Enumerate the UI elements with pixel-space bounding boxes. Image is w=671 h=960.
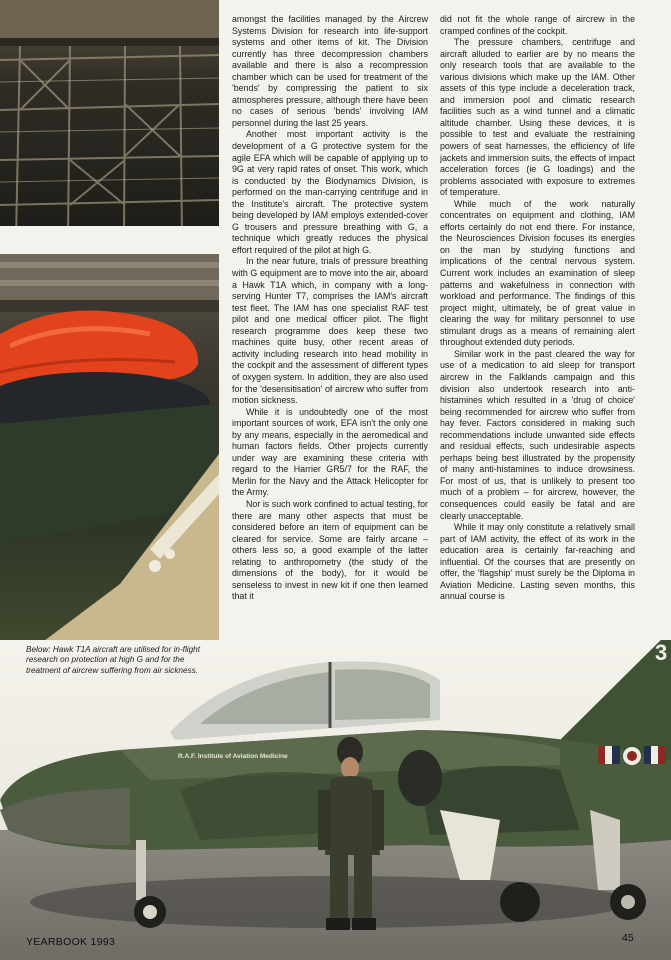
scaffolding-illustration	[0, 0, 219, 238]
column1-paragraph-5: Nor is such work confined to actual testing, for there are many other aspects that must be considered before an item of equipment can be cleared for service. Some are fairly arcane – others less so, a good example of the latter relating to anthropometry (the study of the dimensions of the body), for it would be senseless to invest in new kit if one then learned that it	[232, 498, 428, 602]
hawk-aircraft-illustration	[0, 640, 671, 960]
column1-paragraph-4: While it is undoubtedly one of the most important sources of work, EFA isn't the only one by any means, especially in the aeromedical and human factors fields. Other projects currently under way are examining these criteria with regard to the Harrier GR5/7 for the RAF, the Merlin for the Navy and the Attack Helicopter for the Army.	[232, 406, 428, 498]
life-raft-photo	[0, 254, 219, 644]
publication-footer: YEARBOOK 1993	[26, 936, 116, 948]
column2-paragraph-4: Similar work in the past cleared the way for use of a medication to aid sleep for transport aircrew in the Falklands campaign and this division also undertook research into anti-histamines which resulted in a 'drug of choice' being recommended for aircrew who suffer from hay fever. Factors considered in making such recommendations include unwanted side effects and residual effects, such undesirable aspects perhaps being best illustrated by the propensity of many anti-histamines to induce drowsiness. For most of us, that is unlikely to present too much of a problem – for aircrew, however, the consequences could easily be fatal and are clearly unacceptable.	[440, 348, 635, 521]
page-number: 45	[622, 932, 634, 944]
hawk-aircraft-photo	[0, 640, 671, 960]
column1-paragraph-3: In the near future, trials of pressure breathing with G equipment are to move into the air, aboard a Hawk T1A which, in company with a long-serving Hunter T7, comprises the IAM's aircraft test fleet. The IAM has one specialist RAF test pilot and one medical officer pilot. The flight research programme does keep these two machines quite busy, other recent areas of activity including research into head mobility in the cockpit and the assessment of different types of oxygen system. In addition, they are also used for the 'desensitisation' of aircrew who suffer from motion sickness.	[232, 256, 428, 406]
fin-number: 3	[655, 640, 668, 665]
article-column-1	[232, 14, 428, 603]
column1-paragraph-1: amongst the facilities managed by the Aircrew Systems Division for research into life-support systems and other items of kit. The Division currently has three decompression chambers available and there is also a recompression chamber which can be used for treatment of the 'bends' by compressing the patient to six atmospheres pressure, although there have been no cases of serious 'bends' involving IAM personnel during the last 25 years.	[232, 14, 428, 128]
article-column-2	[440, 14, 635, 603]
column2-paragraph-2: The pressure chambers, centrifuge and aircraft alluded to earlier are by no means the only research tools that are available to the various divisions which make up the IAM. Other assets of this type include a deceleration track, and immersion pool and climatic research facilities such as a wind tunnel and a climatic altitude chamber. Using these devices, it is possible to test and evaluate the restraining powers of seat harnesses, the efficiency of life jackets and immersion suits, the effects of impact acceleration forces (ie G loadings) and the problems associated with exposure to extremes of temperature.	[440, 37, 635, 198]
column1-paragraph-2: Another most important activity is the development of a G protective system for the agile EFA which will be capable of applying up to 9G at very rapid rates of onset. This work, which is conducted by the Biodynamics Division, is performed on the man-carrying centrifuge and in the Institute's aircraft. The protective system being developed by IAM employs extended-cover G trousers and pressure breathing with G, a technique which greatly reduces the physical effort required of the pilot at high G.	[232, 129, 428, 255]
life-raft-illustration	[0, 254, 219, 644]
structure-photo	[0, 0, 219, 238]
column2-paragraph-1: did not fit the whole range of aircrew in the cramped confines of the cockpit.	[440, 14, 635, 36]
column2-paragraph-3: While much of the work naturally concentrates on equipment and clothing, IAM efforts certainly do not end there. For instance, the Neurosciences Division focuses its energies on the man by studying functions and implications of the central nervous system. Current work includes an examination of sleep patterns and wakefulness in connection with workload and performance. The findings of this project might, ultimately, be of great value in clearing the way for military personnel to use stimulant drugs as a means of remaining alert throughout extended duty periods.	[440, 198, 635, 348]
aircraft-side-text: R.A.F. Institute of Aviation Medicine	[178, 753, 288, 760]
photo-caption: Below: Hawk T1A aircraft are utilised for in-flight research on protection at high G and for the treatment of aircrew suffering from air sickness.	[26, 645, 200, 675]
column2-paragraph-5: While it may only constitute a relatively small part of IAM activity, the effect of its work in the education area is certainly far-reaching and influential. Of the courses that are presently on offer, the 'flagship' must surely be the Diploma in Aviation Medicine. Lasting seven months, this annual course is	[440, 522, 635, 602]
